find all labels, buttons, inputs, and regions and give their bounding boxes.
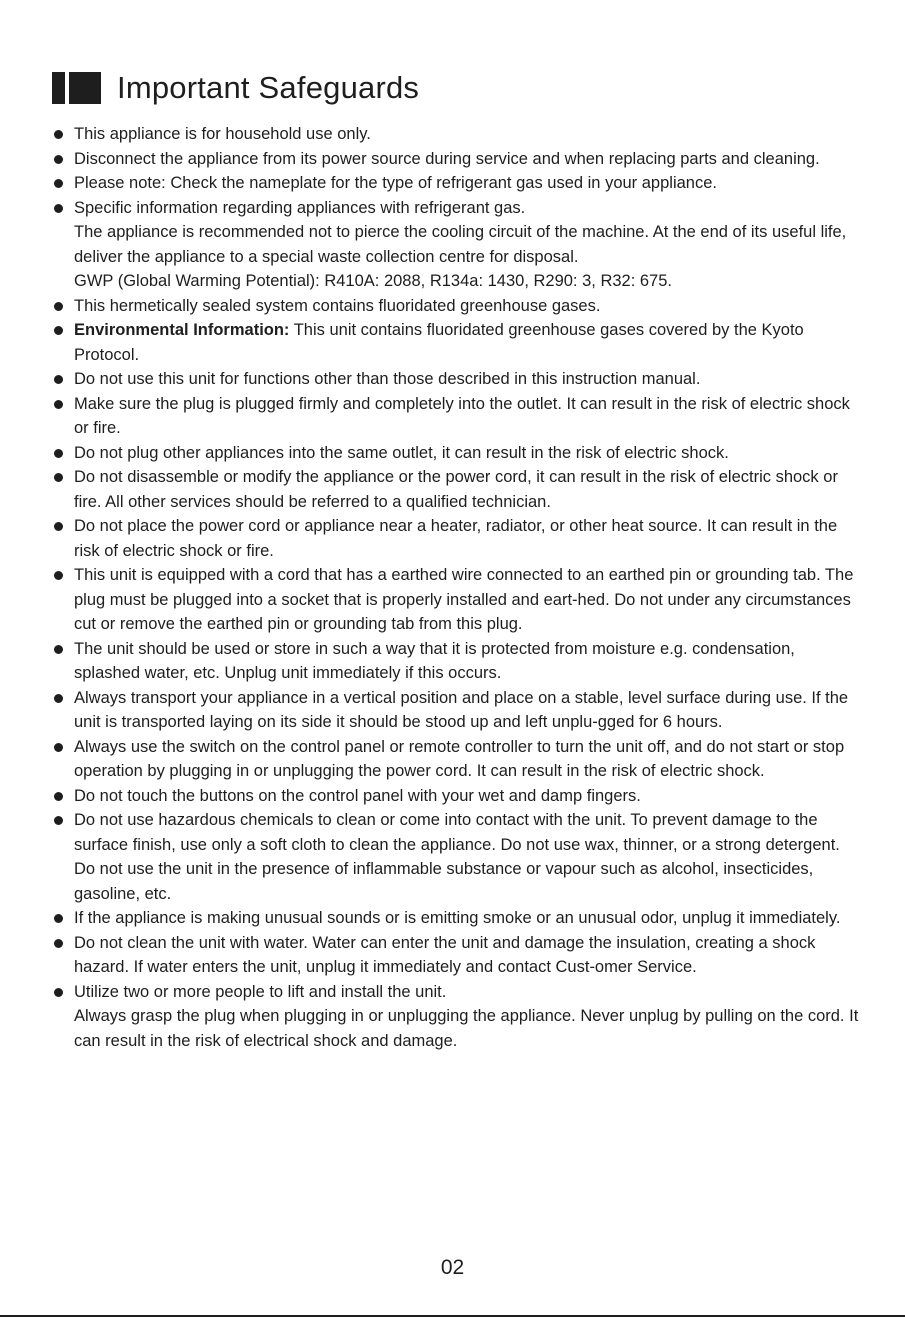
safeguard-body: Please note: Check the nameplate for the type of refrigerant gas used in your appliance.	[74, 174, 717, 192]
marker-bar	[52, 72, 65, 104]
safeguard-body: Do not use this unit for functions other than those described in this instruction manual.	[74, 370, 701, 388]
bullet-icon	[54, 743, 63, 752]
safeguard-body: This unit is equipped with a cord that has a earthed wire connected to an earthed pin or grounding tab. The plug must be plugged into a socket that is properly installed and eart-hed. Do not under any circumstances cut or remove the earthed pin or grounding tab from this plug.	[74, 566, 854, 633]
safeguard-item	[52, 441, 862, 466]
safeguards-list	[52, 122, 862, 1053]
safeguard-text	[74, 637, 862, 686]
safeguard-body: Make sure the plug is plugged firmly and completely into the outlet. It can result in the risk of electric shock or fire.	[74, 394, 850, 437]
safeguard-continuation: The appliance is recommended not to pierce the cooling circuit of the machine. At the end of its useful life, deliver the appliance to a special waste collection centre for disposal.	[74, 223, 847, 266]
safeguard-text	[74, 931, 862, 980]
safeguard-text	[74, 196, 862, 221]
safeguard-text	[74, 514, 862, 563]
safeguard-item	[52, 465, 862, 514]
safeguard-body: Do not clean the unit with water. Water can enter the unit and damage the insulation, creating a shock hazard. If water enters the unit, unplug it immediately and contact Cust-omer Service.	[74, 933, 816, 976]
safeguard-text	[74, 122, 862, 147]
safeguard-text	[74, 392, 862, 441]
safeguard-item	[52, 637, 862, 686]
safeguard-text	[74, 784, 862, 809]
safeguard-text	[74, 906, 862, 931]
safeguard-item	[52, 147, 862, 172]
bullet-icon	[54, 988, 63, 997]
safeguard-text	[74, 980, 862, 1005]
safeguard-text	[74, 147, 862, 172]
bullet-icon	[54, 522, 63, 531]
safeguard-emphasis: Environmental Information:	[74, 321, 290, 339]
safeguard-body: Disconnect the appliance from its power source during service and when replacing parts and cleaning.	[74, 149, 820, 168]
safeguard-text	[74, 686, 862, 735]
safeguard-body: Specific information regarding appliances with refrigerant gas.	[74, 198, 526, 217]
safeguard-item	[52, 318, 862, 367]
safeguard-body: Do not plug other appliances into the same outlet, it can result in the risk of electric shock.	[74, 443, 729, 462]
bullet-icon	[54, 939, 63, 948]
safeguard-item	[52, 735, 862, 784]
safeguard-text	[74, 294, 862, 319]
page-title: Important Safeguards	[117, 70, 420, 105]
safeguard-item	[52, 686, 862, 735]
bullet-icon	[54, 155, 63, 164]
safeguard-body: Do not place the power cord or appliance near a heater, radiator, or other heat source. It can result in the risk of electric shock or fire.	[74, 517, 838, 560]
bullet-icon	[54, 694, 63, 703]
safeguard-body: This unit contains fluoridated greenhouse gases covered by the Kyoto Protocol.	[74, 321, 804, 364]
bullet-icon	[54, 571, 63, 580]
bullet-icon	[54, 302, 63, 311]
safeguard-text	[74, 367, 862, 392]
safeguard-body: Do not disassemble or modify the appliance or the power cord, it can result in the risk of electric shock or fire. All other services should be referred to a qualified technician.	[74, 468, 838, 511]
safeguard-text	[74, 441, 862, 466]
safeguard-item	[52, 906, 862, 931]
safeguard-item	[52, 784, 862, 809]
safeguard-continuation: Always grasp the plug when plugging in or unplugging the appliance. Never unplug by pulling on the cord. It can result in the risk of electrical shock and damage.	[74, 1007, 859, 1050]
section-heading	[52, 68, 419, 108]
safeguard-item	[52, 392, 862, 441]
safeguard-text	[74, 808, 862, 906]
bullet-icon	[54, 449, 63, 458]
bullet-icon	[54, 326, 63, 335]
safeguard-body: This appliance is for household use only.	[74, 125, 371, 143]
bullet-icon	[54, 375, 63, 384]
safeguard-body: The unit should be used or store in such a way that it is protected from moisture e.g. condensation, splashed water, etc. Unplug unit immediately if this occurs.	[74, 639, 795, 682]
safeguard-item	[52, 980, 862, 1054]
heading-marker-icon	[52, 72, 101, 104]
safeguard-body: Always transport your appliance in a vertical position and place on a stable, level surface during use. If the unit is transported laying on its side it should be stood up and left unplu-gged for 6 hours.	[74, 688, 849, 731]
safeguard-item	[52, 514, 862, 563]
safeguard-text	[74, 465, 862, 514]
safeguard-text	[74, 318, 862, 367]
bullet-icon	[54, 645, 63, 654]
safeguard-item	[52, 931, 862, 980]
safeguard-item	[52, 294, 862, 319]
safeguard-continuation: GWP (Global Warming Potential): R410A: 2088, R134a: 1430, R290: 3, R32: 675.	[74, 272, 672, 290]
safeguard-item	[52, 122, 862, 147]
marker-square	[69, 72, 101, 104]
safeguard-body: This hermetically sealed system contains fluoridated greenhouse gases.	[74, 296, 601, 315]
safeguard-body: Do not use hazardous chemicals to clean or come into contact with the unit. To prevent damage to the surface finish, use only a soft cloth to clean the appliance. Do not use wax, thinner, or a strong detergent. Do not use the unit in the presence of inflammable substance or vapour such as alcohol, insecticides, gasoline, etc.	[74, 811, 840, 903]
safeguard-item	[52, 563, 862, 637]
safeguard-text	[74, 171, 862, 196]
safeguard-body: Do not touch the buttons on the control panel with your wet and damp fingers.	[74, 786, 641, 805]
safeguard-text	[74, 563, 862, 637]
bullet-icon	[54, 914, 63, 923]
safeguard-item	[52, 171, 862, 196]
safeguard-body: If the appliance is making unusual sounds or is emitting smoke or an unusual odor, unplug it immediately.	[74, 909, 841, 927]
safeguard-body: Always use the switch on the control panel or remote controller to turn the unit off, and do not start or stop operation by plugging in or unplugging the power cord. It can result in the risk of electric shock.	[74, 737, 845, 780]
safeguard-item	[52, 196, 862, 294]
bullet-icon	[54, 816, 63, 825]
safeguard-text	[74, 735, 862, 784]
safeguard-item	[52, 367, 862, 392]
bullet-icon	[54, 792, 63, 801]
bullet-icon	[54, 400, 63, 409]
safeguard-body: Utilize two or more people to lift and install the unit.	[74, 982, 447, 1001]
bullet-icon	[54, 204, 63, 213]
safeguard-item	[52, 808, 862, 906]
bullet-icon	[54, 130, 63, 139]
bottom-divider	[0, 1315, 905, 1317]
bullet-icon	[54, 473, 63, 482]
bullet-icon	[54, 179, 63, 188]
page-number: 02	[440, 1256, 465, 1279]
